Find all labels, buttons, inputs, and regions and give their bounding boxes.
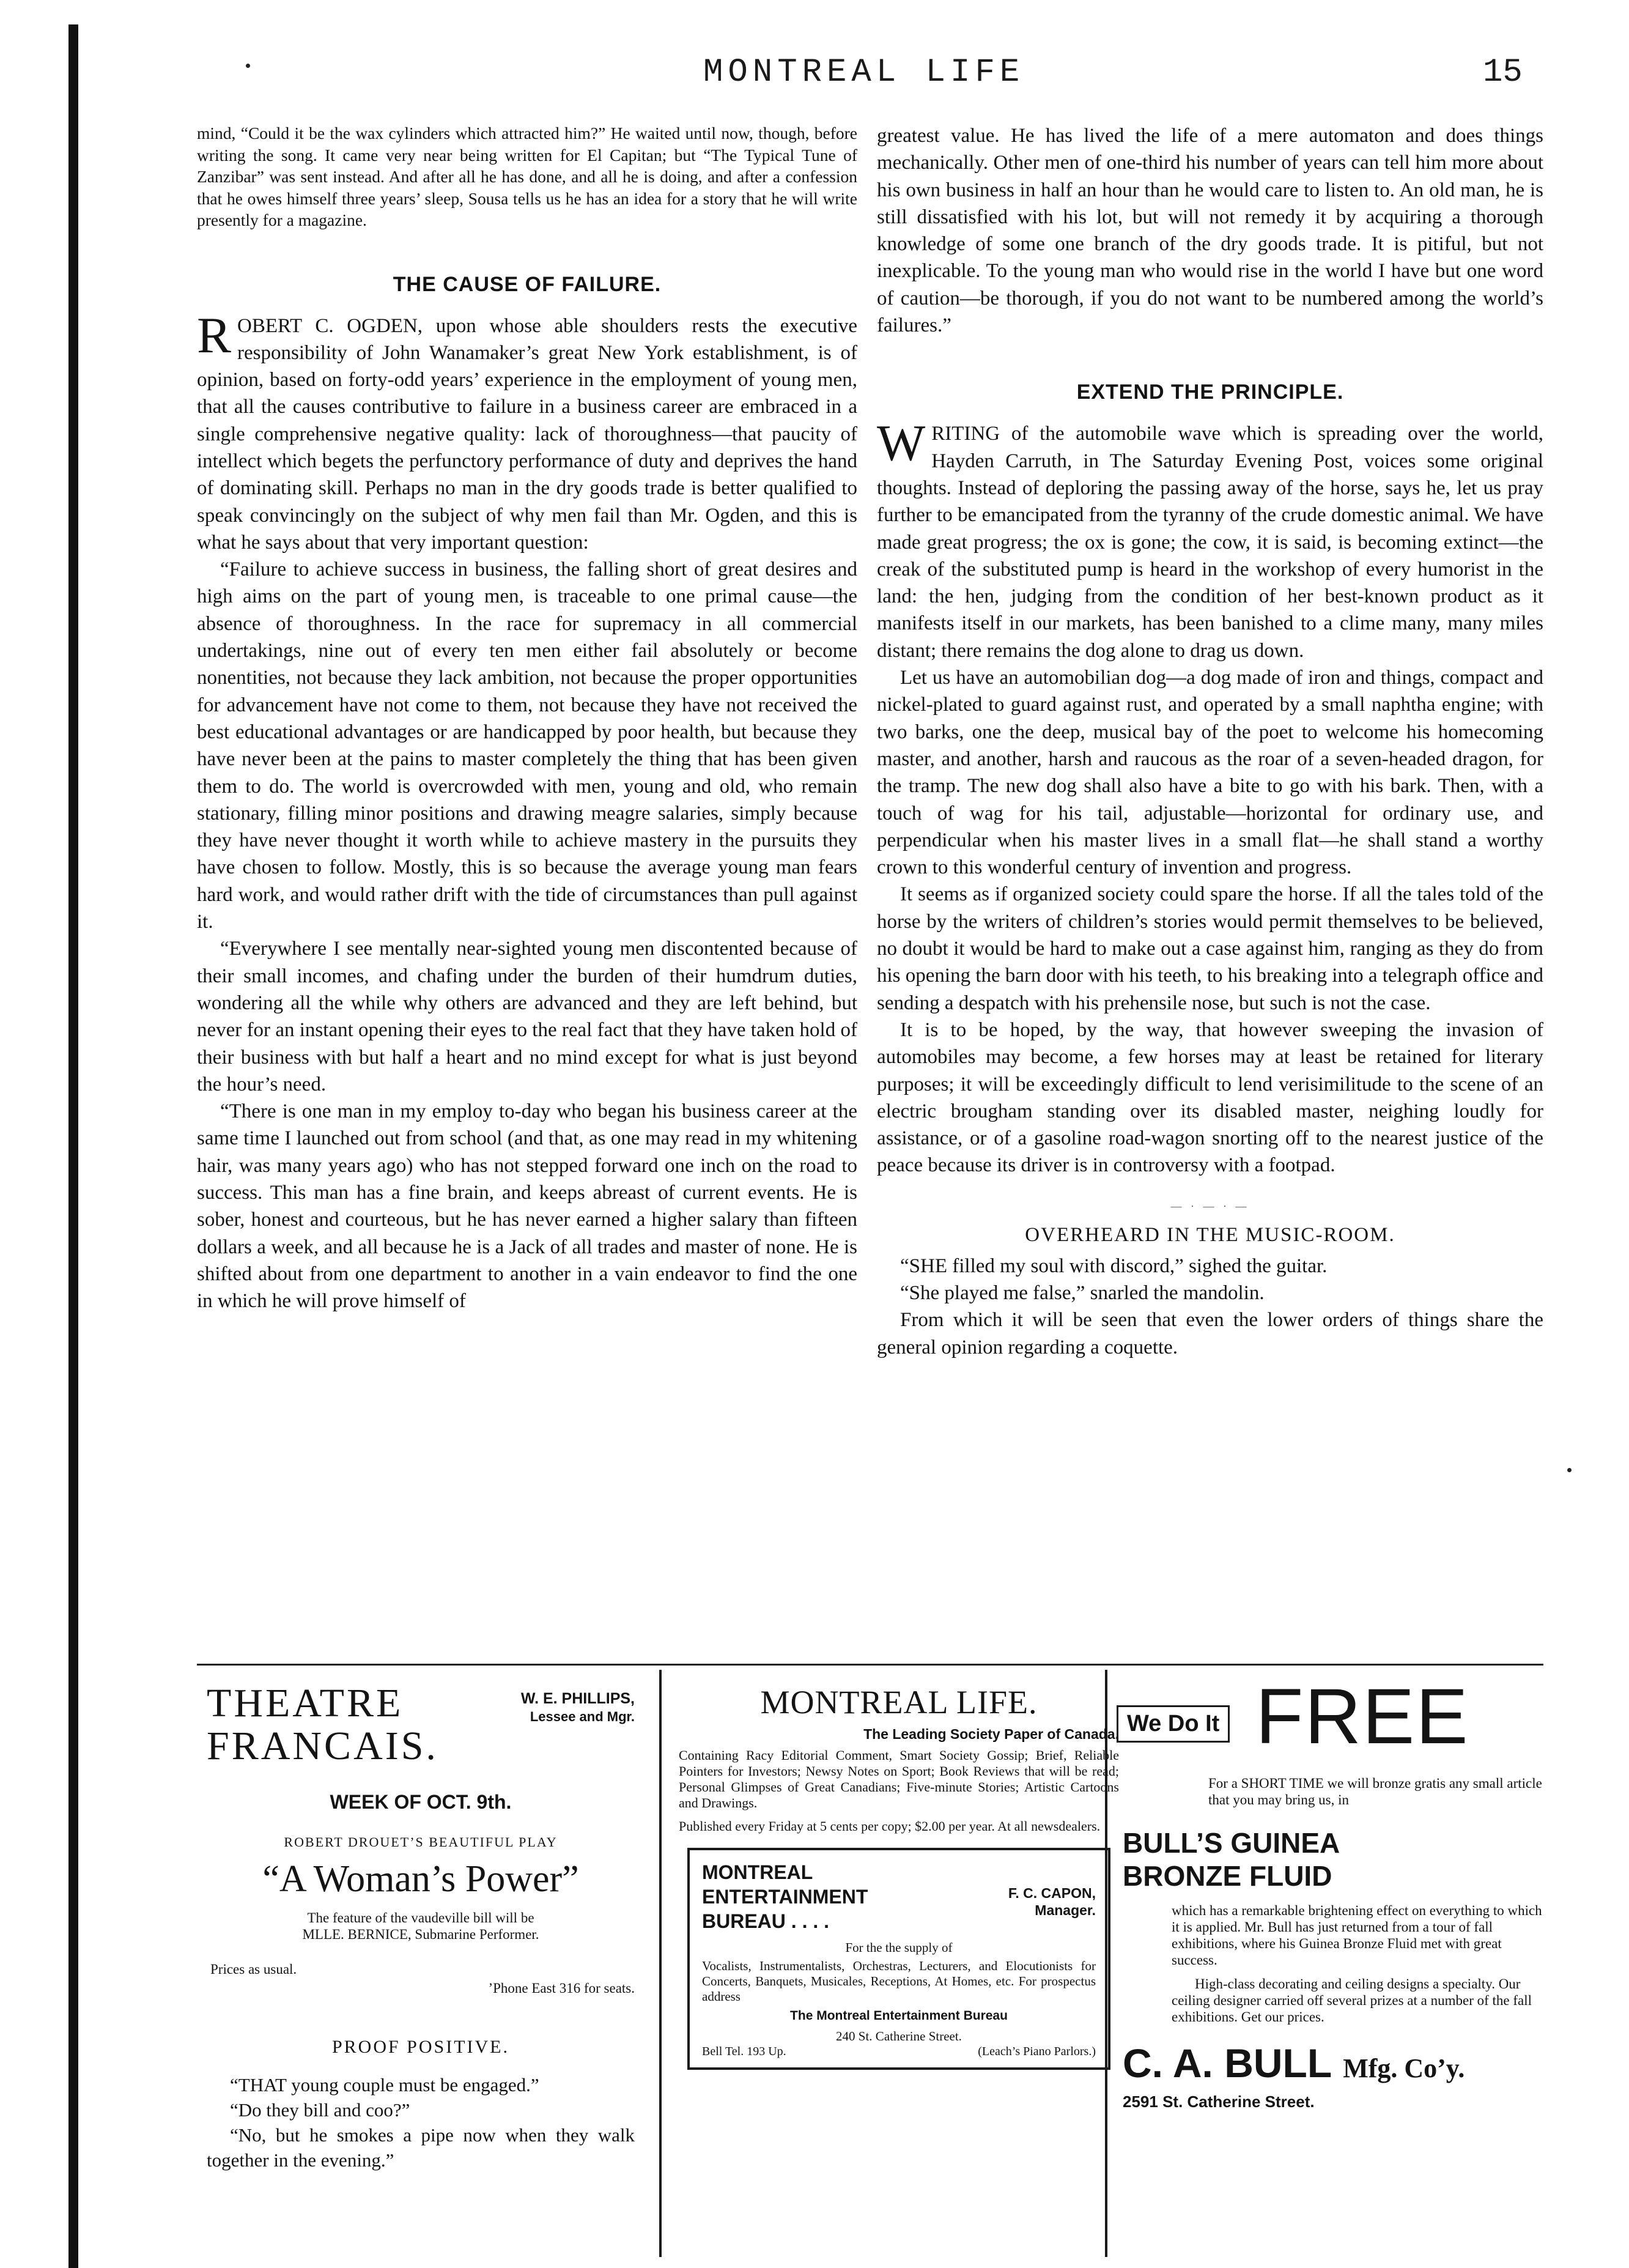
proof-positive-title: PROOF POSITIVE. [331, 2037, 510, 2057]
bull-address: 2591 St. Catherine Street. [1123, 2092, 1315, 2111]
theatre-feature: The feature of the vaudeville bill will be [307, 1910, 534, 1925]
theatre-prices: Prices as usual. [210, 1962, 297, 1977]
running-head: MONTREAL LIFE [703, 54, 1025, 91]
ink-speck [1567, 1468, 1572, 1472]
sousa-continued-paragraph: mind, “Could it be the wax cylinders which attracted him?” He waited until now, though, before writing the song. It came very near being written for El Capitan; but “The Typical Tune of Zanzibar” was sent instead. And after all he has done, and all he is doing, and after a confession that he owes himself three years’ sleep, Sousa tells us he has an idea for a story that he will write presently for a magazine. [197, 124, 857, 229]
bureau-manager-title: Manager. [1035, 1902, 1096, 1918]
theatre-feature-performer: MLLE. BERNICE, Submarine Performer. [302, 1927, 539, 1942]
theatre-name-line2: FRANCAIS. [207, 1724, 438, 1768]
drop-cap: W [877, 415, 926, 472]
page-edge-rule [68, 24, 78, 2268]
section-separator: — · — · — [1170, 1199, 1250, 1212]
section-title-extend-the-principle: EXTEND THE PRINCIPLE. [1076, 380, 1344, 404]
montreal-life-ad [679, 1683, 1119, 2070]
entertainment-bureau-ad [687, 1848, 1110, 2070]
bureau-name-line1: MONTREAL [702, 1861, 813, 1883]
bull-offer-text: For a SHORT TIME we will bronze gratis any small article that you may bring us, in [1208, 1776, 1542, 1807]
bull-company-suffix: Mfg. Co’y. [1343, 2053, 1465, 2083]
article-paragraph: Let us have an automobilian dog—a dog made of iron and things, compact and nickel-plated to guard against rust, and operated by a small naphtha engine; with two barks, one the deep, musical bay of the poet to welcome his homecoming master, and another, harsh and raucous as the roar of a seven-headed dragon, for the tramp. The new dog shall also have a bite to go with his bark. Then, with a touch of wag for his tail, adjustable—horizontal for ordinary use, and perpendicular when his master lives in a small flat—he shall stand a worthy crown to this wonderful century of invention and progress. [877, 667, 1543, 879]
bull-decorating: High-class decorating and ceiling designs a specialty. Our ceiling designer carried off several prizes at a number of the fall exhibitions. Get our prices. [1172, 1976, 1532, 2025]
bull-product-line1: BULL’S GUINEA [1123, 1827, 1340, 1859]
theatre-name-line1: THEATRE [207, 1681, 404, 1725]
music-room-line: From which it will be seen that even the lower orders of things share the general opinion regarding a coquette. [877, 1309, 1543, 1358]
proof-positive-line: “No, but he smokes a pipe now when they walk together in the evening.” [207, 2124, 635, 2171]
bureau-services: Vocalists, Instrumentalists, Orchestras, Lecturers, and Elocutionists for Concerts, Banquets, Musicales, Receptions, At Homes, etc. For prospectus address [702, 1959, 1096, 2004]
bull-product-line2: BRONZE FLUID [1123, 1860, 1332, 1892]
article-paragraph: It is to be hoped, by the way, that however sweeping the invasion of automobiles may become, a few horses may at least be retained for literary purposes; it will be exceedingly difficult to lend verisimilitude to the scene of an electric brougham standing over its disabled master, neighing loudly for assistance, or of a gasoline road-wagon snorting off to the nearest justice of the peace because its driver is in controversy with a footpad. [877, 1018, 1543, 1177]
music-room-line: “SHE filled my soul with discord,” sighed the guitar. [900, 1254, 1328, 1277]
theatre-play-title: “A Woman’s Power” [262, 1858, 579, 1900]
theatre-francais-ad [207, 1682, 635, 2173]
advertisement-divider [197, 1664, 1543, 1666]
bureau-name-line3: BUREAU . . . . [702, 1910, 830, 1932]
theatre-owner: W. E. PHILLIPS, [520, 1690, 635, 1707]
bull-company-name: C. A. BULL [1123, 2040, 1332, 2086]
bureau-street: 240 St. Catherine Street. [836, 2029, 962, 2044]
article-paragraph: It seems as if organized society could spare the horse. If all the tales told of the horse by the writers of children’s stories would permit themselves to be believed, no doubt it would be hard to make out a case against him, ranging as they do from his opening the barn door with his teeth, to his breaking into a telegraph office and sending a despatch with his prehensile nose, but such is not the case. [877, 883, 1543, 1014]
proof-positive-line: “THAT young couple must be engaged.” [230, 2074, 539, 2096]
montreal-life-subtitle: The Leading Society Paper of Canada. [863, 1726, 1119, 1742]
bull-description: which has a remarkable brightening effect on everything to which it is applied. Mr. Bull has just returned from a tour of fall exhibitions, where his Guinea Bronze Fluid met with great success. [1172, 1903, 1542, 1968]
theatre-play-intro: ROBERT DROUET’S BEAUTIFUL PLAY [284, 1834, 558, 1850]
article-paragraph: “Failure to achieve success in business, the falling short of great desires and high aims on the part of young men, is traceable to one primal cause—the absence of thoroughness. In the race for supremacy in all commercial undertakings, nine out of every ten men either fail absolutely or become nonentities, not because they lack ambition, not because the proper opportunities for advancement have not come to them, not because they have not received the best educational advantages or are handicapped by poor health, but because they have never been at the pains to master completely the thing that has been given them to do. The world is overcrowded with men, young and old, who remain stationary, filling minor positions and drawing meagre salaries, simply because they have never thought it worth while to achieve mastery in the pursuits they have chosen to follow. Mostly, this is so because the average young man fears hard work, and would rather drift with the tide of circumstances than pull against it. [197, 558, 857, 933]
bureau-manager-name: F. C. CAPON, [1008, 1885, 1096, 1901]
music-room-line: “She played me false,” snarled the mandolin. [900, 1281, 1265, 1304]
article-paragraph: WRITING of the automobile wave which is spreading over the world, Hayden Carruth, in The Saturday Evening Post, voices some original thoughts. Instead of deploring the passing away of the horse, says he, let us pray further to be emancipated from the tyranny of the crude domestic animal. We have made great progress; the ox is gone; the cow, it is said, is becoming extinct—the creak of the substituted pump is heard in the workshop of every humorist in the land: the hen, judging from the condition of her best-known product as it manifests itself in our markets, has been banished to a clime many, many miles distant; there remains the dog alone to drag us down. [877, 415, 1543, 662]
proof-positive-line: “Do they bill and coo?” [230, 2099, 410, 2121]
free-headline: FREE [1255, 1673, 1469, 1760]
section-title-music-room: OVERHEARD IN THE MUSIC-ROOM. [1025, 1223, 1395, 1246]
we-do-it-label: We Do It [1117, 1705, 1230, 1743]
montreal-life-published: Published every Friday at 5 cents per copy; $2.00 per year. At all newsdealers. [679, 1818, 1101, 1834]
bureau-address-name: The Montreal Entertainment Bureau [790, 2009, 1008, 2023]
montreal-life-ad-title: MONTREAL LIFE. [760, 1684, 1038, 1721]
theatre-phone: ’Phone East 316 for seats. [488, 1981, 635, 1996]
bureau-phone: Bell Tel. 193 Up. [702, 2045, 786, 2058]
page-number: 15 [1483, 54, 1523, 91]
theatre-week: WEEK OF OCT. 9th. [330, 1791, 512, 1813]
advertisement-column-rule [659, 1670, 662, 2257]
drop-cap: R [197, 306, 232, 364]
bureau-supply-line: For the the supply of [845, 1940, 953, 1955]
left-column [197, 122, 857, 1314]
article-paragraph: greatest value. He has lived the life of a mere automaton and does things mechanically. Other men of one-third his number of years can tell him more about his own business in half an hour than he would care to listen to. An old man, he is still dissatisfied with his lot, but will not remedy it by acquiring a thorough knowledge of some one branch of the dry goods trade. It is pitiful, but not inexplicable. To the young man who would rise in the world I have but one word of caution—be thorough, if you do not want to be numbered among the world’s failures.” [877, 125, 1543, 337]
bureau-parlors: (Leach’s Piano Parlors.) [978, 2045, 1096, 2058]
theatre-owner-title: Lessee and Mgr. [530, 1709, 635, 1724]
section-title-cause-of-failure: THE CAUSE OF FAILURE. [393, 272, 662, 296]
article-paragraph: “Everywhere I see mentally near-sighted young men discontented because of their small incomes, and chafing under the burden of their humdrum duties, wondering all the while why others are advanced and they are left behind, but never for an instant opening their eyes to the real fact that they have taken hold of their business with but half a heart and no mind except for what is just beyond the hour’s need. [197, 938, 857, 1095]
bull-bronze-ad [1117, 1673, 1551, 2111]
bureau-name-line2: ENTERTAINMENT [702, 1886, 868, 1908]
article-paragraph: ROBERT C. OGDEN, upon whose able shoulders rests the executive responsibility of John Wanamaker’s great New York establishment, is of opinion, based on forty-odd years’ experience in the employment of young men, that all the causes contributive to failure in a business career are embraced in a single comprehensive negative quality: lack of thoroughness—that paucity of intellect which begets the perfunctory performance of duty and deprives the hand of dominating skill. Perhaps no man in the dry goods trade is better qualified to speak convincingly on the subject of why men fail than Mr. Ogden, and this is what he says about that very important question: [197, 306, 857, 554]
montreal-life-contents: Containing Racy Editorial Comment, Smart Society Gossip; Brief, Reliable Pointers for Investors; Newsy Notes on Sport; Book Reviews that will be read; Personal Glimpses of Great Canadians; Five-minute Stories; Artistic Cartoons and Drawings. [679, 1747, 1119, 1810]
article-paragraph: “There is one man in my employ to-day who began his business career at the same time I launched out from school (and that, as one may read in my whitening hair, was many years ago) who has not stepped forward one inch on the road to success. This man has a fine brain, and keeps abreast of current events. He is sober, honest and courteous, but he has never earned a higher salary than fifteen dollars a week, and all because he is a Jack of all trades and master of none. He is shifted about from one department to another in a vain endeavor to find the one in which he will prove himself of [197, 1100, 857, 1313]
ink-speck [246, 64, 250, 68]
right-column [877, 122, 1543, 1361]
